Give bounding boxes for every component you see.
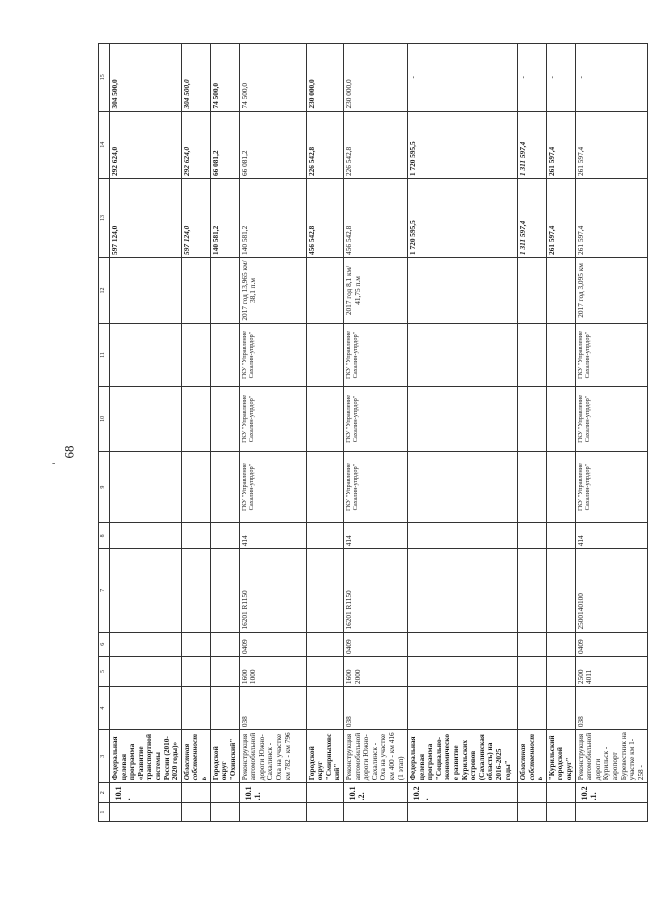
table-cell	[181, 523, 210, 549]
table-cell: Городской округ "Охинский"	[210, 730, 239, 783]
table-cell: 230 000,0	[343, 44, 407, 112]
table-cell: 261 597,4	[575, 111, 647, 178]
table-cell	[517, 451, 546, 523]
table-cell	[343, 803, 407, 822]
table-cell	[306, 656, 343, 686]
table-cell	[407, 257, 517, 323]
table-cell: 2017 год 3,095 км	[575, 257, 647, 323]
column-number-cell: 7	[99, 549, 110, 632]
table-cell	[210, 656, 239, 686]
table-cell	[181, 257, 210, 323]
page-number: 68	[61, 445, 77, 459]
table-cell: Федеральная целевая программа «Развитие транспортной системы России (2010-2020 годы)»	[110, 730, 182, 783]
table-cell: -	[575, 44, 647, 112]
table-cell	[306, 687, 343, 730]
table-cell	[181, 451, 210, 523]
table-cell: 74 500,0	[210, 44, 239, 112]
table-cell	[110, 632, 182, 656]
table-row	[546, 44, 575, 822]
table-cell	[546, 656, 575, 686]
rotated-table-wrapper	[98, 43, 645, 822]
table-cell: 597 124,0	[110, 179, 182, 258]
table-cell	[517, 323, 546, 386]
table-cell: 261 597,4	[546, 111, 575, 178]
table-cell	[210, 632, 239, 656]
table-cell	[407, 323, 517, 386]
table-cell	[546, 523, 575, 549]
column-number-cell: 8	[99, 523, 110, 549]
table-cell: 414	[239, 523, 306, 549]
table-cell: Областная собственность	[181, 730, 210, 783]
table-cell	[517, 803, 546, 822]
table-cell	[306, 632, 343, 656]
table-cell: 456 542,8	[306, 179, 343, 258]
table-cell	[181, 687, 210, 730]
column-number-cell: 2	[99, 783, 110, 803]
table-cell: 1600 1000	[239, 656, 306, 686]
table-cell	[306, 323, 343, 386]
table-cell: 226 542,8	[306, 111, 343, 178]
table-cell	[181, 549, 210, 632]
table-cell	[546, 387, 575, 452]
table-cell: -	[517, 44, 546, 112]
table-cell	[110, 323, 182, 386]
table-cell	[517, 257, 546, 323]
table-cell	[546, 783, 575, 803]
table-cell	[306, 523, 343, 549]
table-cell	[407, 549, 517, 632]
table-cell	[546, 257, 575, 323]
table-cell: 66 081,2	[210, 111, 239, 178]
table-cell: 261 597,4	[575, 179, 647, 258]
table-row	[239, 44, 306, 822]
table-cell: 038	[575, 687, 647, 730]
table-cell: 2017 год 8,1 км/ 41,75 п.м	[343, 257, 407, 323]
column-number-cell: 1	[99, 803, 110, 822]
table-cell	[517, 656, 546, 686]
table-cell: ГКУ "Управление Сахалин-упрдор"	[239, 451, 306, 523]
table-row	[110, 44, 182, 822]
table-cell	[210, 323, 239, 386]
table-row	[407, 44, 517, 822]
table-cell: 597 124,0	[181, 179, 210, 258]
table-cell	[210, 523, 239, 549]
table-cell	[407, 687, 517, 730]
table-cell: 10.1.2.	[343, 783, 407, 803]
table-cell	[517, 687, 546, 730]
table-cell: 16201 R1150	[239, 549, 306, 632]
table-cell: 038	[343, 687, 407, 730]
table-cell	[517, 783, 546, 803]
table-cell: Городской округ "Смирныховский"	[306, 730, 343, 783]
table-cell: Реконструкция автомобильной дороги Курильск - аэропорт Буревестник на участке км 1-258 -	[575, 730, 647, 783]
column-number-cell: 13	[99, 179, 110, 258]
table-row	[306, 44, 343, 822]
table-cell: 66 081,2	[239, 111, 306, 178]
table-cell	[210, 803, 239, 822]
table-cell: Реконструкция автомобильной дороги Южно-Сахалинск - Оха на участке км 782 - км 796	[239, 730, 306, 783]
column-number-cell: 14	[99, 111, 110, 178]
table-cell: ГКУ "Управление Сахалин-упрдор"	[239, 323, 306, 386]
column-number-cell: 9	[99, 451, 110, 523]
table-cell	[110, 257, 182, 323]
table-cell	[210, 451, 239, 523]
table-cell	[407, 632, 517, 656]
table-cell	[110, 523, 182, 549]
table-cell: 10.1.	[110, 783, 182, 803]
table-cell	[517, 632, 546, 656]
table-cell	[306, 783, 343, 803]
column-number-cell: 11	[99, 323, 110, 386]
table-cell	[306, 257, 343, 323]
table-cell: 0409	[343, 632, 407, 656]
table-cell: 1 720 595,5	[407, 111, 517, 178]
column-number-cell: 4	[99, 687, 110, 730]
table-cell	[407, 803, 517, 822]
column-number-cell: 6	[99, 632, 110, 656]
table-row	[517, 44, 546, 822]
table-cell	[181, 323, 210, 386]
table-cell	[181, 783, 210, 803]
column-number-cell: 15	[99, 44, 110, 112]
table-cell: 226 542,8	[343, 111, 407, 178]
table-cell: 038	[239, 687, 306, 730]
table-cell: 292 624,0	[110, 111, 182, 178]
table-cell	[407, 387, 517, 452]
table-cell: 292 624,0	[181, 111, 210, 178]
table-cell: ГКУ "Управление Сахалин-упрдор"	[575, 323, 647, 386]
table-cell	[546, 632, 575, 656]
table-cell: 10.1.1.	[239, 783, 306, 803]
table-cell: 230 000,0	[306, 44, 343, 112]
table-cell	[546, 451, 575, 523]
table-row	[343, 44, 407, 822]
table-cell: ГКУ "Управление Сахалин-упрдор"	[575, 451, 647, 523]
column-number-cell: 12	[99, 257, 110, 323]
table-cell	[110, 656, 182, 686]
table-cell	[517, 387, 546, 452]
table-cell	[517, 549, 546, 632]
table-cell	[546, 323, 575, 386]
table-cell: 0409	[239, 632, 306, 656]
table-cell: 2500 4011	[575, 656, 647, 686]
table-cell: 456 542,8	[343, 179, 407, 258]
table-cell	[210, 687, 239, 730]
column-number-row	[99, 44, 110, 822]
table-cell	[181, 387, 210, 452]
program-table	[98, 43, 648, 822]
table-cell: 2500140100	[575, 549, 647, 632]
column-number-cell: 5	[99, 656, 110, 686]
table-cell: 140 581,2	[239, 179, 306, 258]
table-cell	[210, 387, 239, 452]
table-cell: "Курильский городской округ"	[546, 730, 575, 783]
table-cell	[110, 387, 182, 452]
table-cell	[306, 549, 343, 632]
table-cell	[407, 523, 517, 549]
table-cell: 10.2.1.	[575, 783, 647, 803]
table-cell: 1 311 597,4	[517, 179, 546, 258]
table-cell: ГКУ "Управление Сахалин-упрдор"	[343, 387, 407, 452]
table-cell: 304 500,0	[110, 44, 182, 112]
table-cell: -	[546, 44, 575, 112]
table-cell	[181, 803, 210, 822]
table-row	[181, 44, 210, 822]
table-cell	[407, 451, 517, 523]
table-cell: ГКУ "Управление Сахалин-упрдор"	[343, 451, 407, 523]
table-cell: 140 581,2	[210, 179, 239, 258]
table-cell: 414	[575, 523, 647, 549]
table-cell: 1 720 595,5	[407, 179, 517, 258]
table-cell: ГКУ "Управление Сахалин-упрдор"	[239, 387, 306, 452]
table-cell	[110, 803, 182, 822]
column-number-cell: 10	[99, 387, 110, 452]
table-cell	[210, 549, 239, 632]
table-cell	[306, 387, 343, 452]
table-cell	[239, 803, 306, 822]
table-cell	[407, 656, 517, 686]
table-cell: 304 500,0	[181, 44, 210, 112]
table-cell	[210, 257, 239, 323]
table-cell: 1 311 597,4	[517, 111, 546, 178]
table-cell: 414	[343, 523, 407, 549]
table-cell	[181, 632, 210, 656]
table-cell: Реконструкция автомобильной дороги Южно-Сахалинск - Оха на участке км 400 - км 416 (1 этап)	[343, 730, 407, 783]
table-cell	[306, 451, 343, 523]
table-cell	[546, 549, 575, 632]
table-cell: -	[407, 44, 517, 112]
table-row	[210, 44, 239, 822]
table-cell: ГКУ "Управление Сахалин-упрдор"	[343, 323, 407, 386]
table-cell: 0409	[575, 632, 647, 656]
table-cell	[110, 549, 182, 632]
table-cell	[210, 783, 239, 803]
table-cell: 16201 R1150	[343, 549, 407, 632]
table-cell	[306, 803, 343, 822]
table-cell: 2017 год 13,965 км/ 38,1 п.м	[239, 257, 306, 323]
column-number-cell: 3	[99, 730, 110, 783]
table-cell	[546, 803, 575, 822]
table-cell: ГКУ "Управление Сахалин-упрдор"	[575, 387, 647, 452]
table-cell	[181, 656, 210, 686]
table-cell	[110, 451, 182, 523]
table-cell: 261 597,4	[546, 179, 575, 258]
table-cell	[517, 523, 546, 549]
table-cell: Федеральная целевая программа "Социально-экономическое развитие Курильских островов (Сахалинская область) на 2016-2025 годы"	[407, 730, 517, 783]
table-cell	[110, 687, 182, 730]
table-cell: 10.2.	[407, 783, 517, 803]
table-cell: 1600 2000	[343, 656, 407, 686]
table-row	[575, 44, 647, 822]
table-cell: Областная собственность	[517, 730, 546, 783]
table-cell: 74 500,0	[239, 44, 306, 112]
table-cell	[546, 687, 575, 730]
table-cell	[575, 803, 647, 822]
stray-mark: -	[52, 458, 56, 469]
